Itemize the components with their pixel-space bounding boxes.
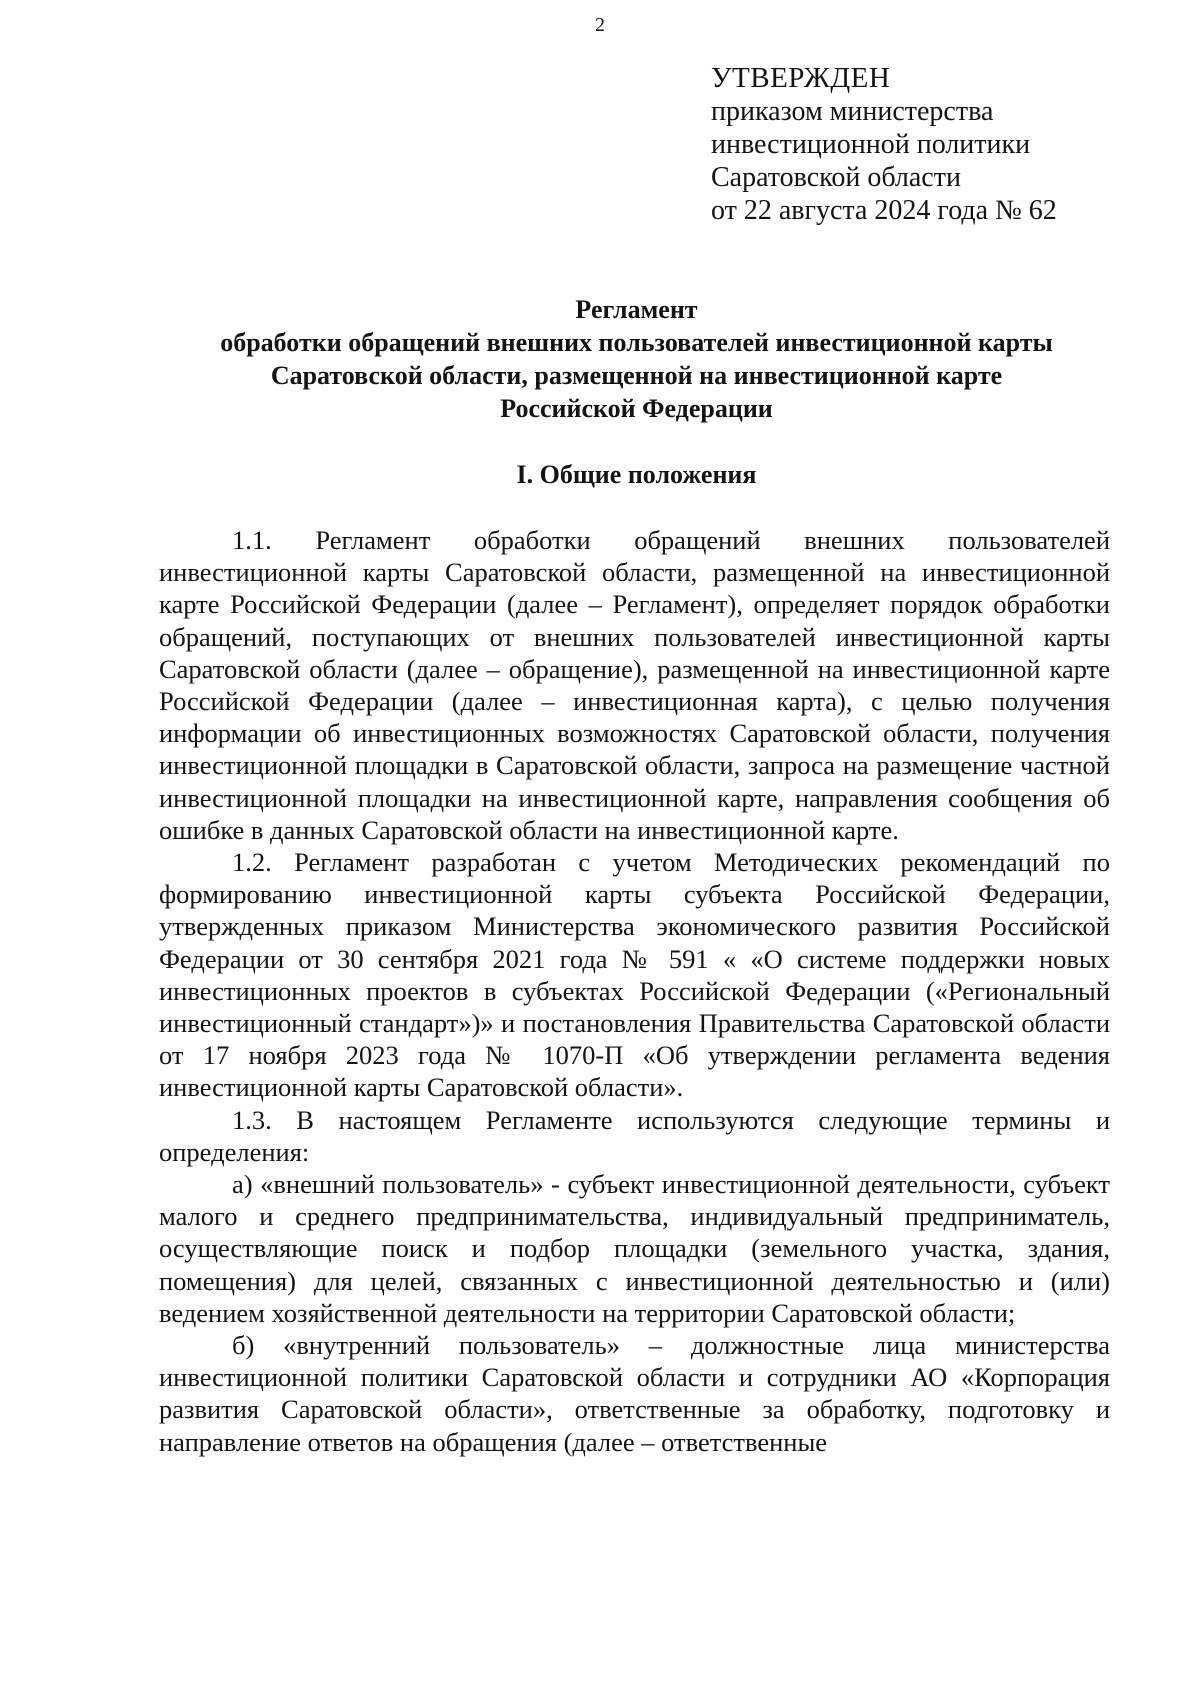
- title-line: Российской Федерации: [500, 394, 773, 423]
- approval-date-line: от 22 августа 2024 года № 62: [711, 195, 1057, 226]
- paragraph-1-1: 1.1. Регламент обработки обращений внешних пользователей инвестиционной карты Саратовской области, размещенной на инвестиционной карте Российской Федерации (далее – Регламент), определяет порядок обработки обращений, поступающих от внешних пользователей инвестиционной карты Саратовской области (далее – обращение), размещенной на инвестиционной карте Российской Федерации (далее – инвестиционная карта), с целью получения информации об инвестиционных возможностях Саратовской области, получения инвестиционной площадки в Саратовской области, запроса на размещение частной инвестиционной площадки на инвестиционной карте, направления сообщения об ошибке в данных Саратовской области на инвестиционной карте.: [159, 525, 1110, 845]
- paragraph-definition-a: а) «внешний пользователь» - субъект инвестиционной деятельности, субъект малого и среднего предпринимательства, индивидуальный предприниматель, осуществляющие поиск и подбор площадки (земельного участка, здания, помещения) для целей, связанных с инвестиционной деятельностью и (или) ведением хозяйственной деятельности на территории Саратовской области;: [159, 1169, 1110, 1328]
- approval-heading: УТВЕРЖДЕН: [711, 62, 891, 94]
- document-title: [0, 293, 1200, 425]
- approval-stamp: [711, 62, 1057, 227]
- title-line: Регламент: [575, 295, 698, 324]
- document-body: [159, 524, 1110, 1458]
- paragraph-1-3: 1.3. В настоящем Регламенте используются следующие термины и определения:: [159, 1104, 1110, 1167]
- approval-line: Саратовской области: [711, 162, 961, 193]
- approval-line: приказом министерства: [711, 96, 994, 127]
- page-number: 2: [595, 14, 605, 36]
- title-line: обработки обращений внешних пользователей инвестиционной карты: [220, 328, 1053, 357]
- paragraph-1-2: 1.2. Регламент разработан с учетом Методических рекомендаций по формированию инвестиционной карты субъекта Российской Федерации, утвержденных приказом Министерства экономического развития Российской Федерации от 30 сентября 2021 года № 591 « «О системе поддержки новых инвестиционных проектов в субъектах Российской Федерации («Региональный инвестиционный стандарт»)» и постановления Правительства Саратовской области от 17 ноября 2023 года № 1070-П «Об утверждении регламента ведения инвестиционной карты Саратовской области».: [159, 847, 1110, 1103]
- title-line: Саратовской области, размещенной на инвестиционной карте: [270, 361, 1003, 390]
- section-heading: I. Общие положения: [516, 460, 757, 489]
- paragraph-definition-b: б) «внутренний пользователь» – должностные лица министерства инвестиционной политики Саратовской области и сотрудники АО «Корпорация развития Саратовской области», ответственные за обработку, подготовку и направление ответов на обращения (далее – ответственные: [159, 1330, 1110, 1457]
- approval-line: инвестиционной политики: [711, 129, 1031, 160]
